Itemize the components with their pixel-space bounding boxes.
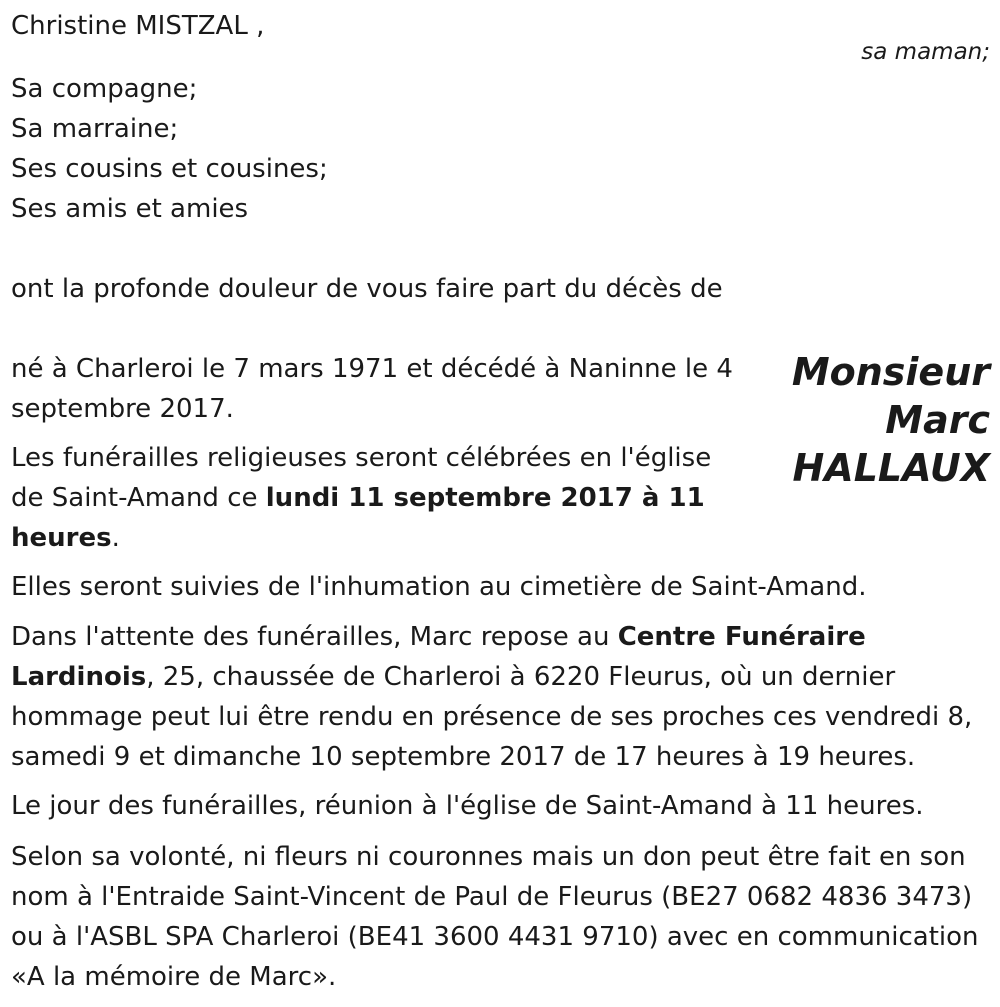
funeral-home-name: Centre Funéraire Lardinois <box>11 622 866 692</box>
funeral-text-after: . <box>111 523 120 553</box>
donation-wishes: Selon sa volonté, ni fleurs ni couronnes mais un don peut être fait en son nom à l'Entraide Saint-Vincent de Paul de Fleurus (BE27 0682 4836 3473) ou à l'ASBL SPA Charleroi (BE41 3600 4431 9710) avec en communication «A la mémoire de Marc». <box>11 842 979 992</box>
birth-death-details: né à Charleroi le 7 mars 1971 et décédé à Naninne le 4 septembre 2017. <box>11 354 733 424</box>
deceased-title: Monsieur <box>791 350 990 394</box>
burial-details: Elles seront suivies de l'inhumation au cimetière de Saint-Amand. <box>11 572 867 602</box>
relative-line: Ses amis et amies <box>11 194 249 224</box>
relative-line: Sa marraine; <box>11 114 179 144</box>
relative-line: Ses cousins et cousines; <box>11 154 328 184</box>
funeral-details <box>11 438 751 558</box>
mother-name: Christine MISTZAL , <box>11 11 265 41</box>
relation-note: sa maman; <box>861 39 990 65</box>
deceased-name-block <box>792 348 990 492</box>
viewing-text-after: , 25, chaussée de Charleroi à 6220 Fleurus, où un dernier hommage peut lui être rendu en présence de ses proches ces vendredi 8, samedi 9 et dimanche 10 septembre 2017 de 17 heures à 19 heures. <box>11 662 973 772</box>
viewing-details <box>11 617 986 777</box>
relatives-list <box>11 69 328 229</box>
deceased-last-name: HALLAUX <box>792 446 990 490</box>
funeral-text-before: Les funérailles religieuses seront célébrées en l'église de Saint-Amand ce <box>11 443 712 513</box>
relative-line: Sa compagne; <box>11 74 198 104</box>
deceased-first-name: Marc <box>885 398 990 442</box>
gathering-details: Le jour des funérailles, réunion à l'église de Saint-Amand à 11 heures. <box>11 791 924 821</box>
announcement-intro: ont la profonde douleur de vous faire part du décès de <box>11 274 723 304</box>
viewing-text-before: Dans l'attente des funérailles, Marc repose au <box>11 622 618 652</box>
funeral-date: lundi 11 septembre 2017 à 11 heures <box>11 483 705 553</box>
